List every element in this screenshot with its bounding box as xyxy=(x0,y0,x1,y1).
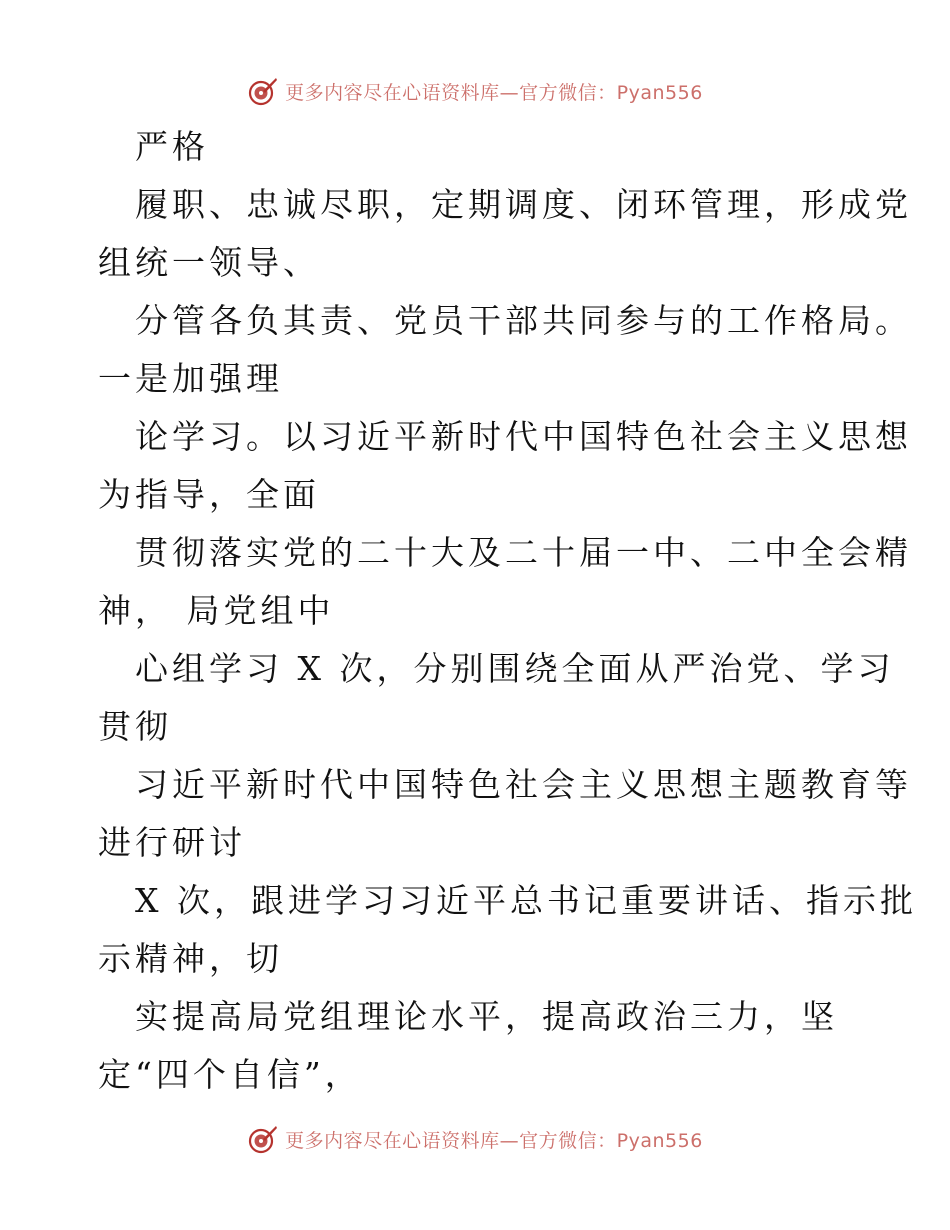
body-line: 贯彻 xyxy=(98,707,172,746)
body-line: 进行研讨 xyxy=(98,823,246,862)
header-banner xyxy=(0,71,950,111)
body-line: 一是加强理 xyxy=(98,359,283,398)
body-line: 定“四个自信”， xyxy=(98,1055,362,1094)
body-line: X 次，跟进学习习近平总书记重要讲话、指示批 xyxy=(135,881,917,920)
body-line: 实提高局党组理论水平，提高政治三力，坚 xyxy=(135,997,838,1036)
body-line: 严格 xyxy=(135,127,209,166)
body-line: 习近平新时代中国特色社会主义思想主题教育等 xyxy=(135,765,912,804)
body-line: 组统一领导、 xyxy=(98,243,320,282)
body-line: 示精神，切 xyxy=(98,939,283,978)
footer-banner-text: 更多内容尽在心语资料库—官方微信：Pyan556 xyxy=(285,1129,703,1152)
body-line: 分管各负其责、党员干部共同参与的工作格局。 xyxy=(135,301,912,340)
quill-logo-icon xyxy=(247,75,279,107)
body-line: 贯彻落实党的二十大及二十届一中、二中全会精 xyxy=(135,533,912,572)
body-line: 论学习。以习近平新时代中国特色社会主义思想 xyxy=(135,417,912,456)
body-line: 神， 局党组中 xyxy=(98,591,335,630)
body-line: 履职、忠诚尽职，定期调度、闭环管理，形成党 xyxy=(135,185,912,224)
body-line: 心组学习 X 次，分别围绕全面从严治党、学习 xyxy=(135,649,895,688)
quill-logo-icon xyxy=(247,1123,279,1155)
footer-banner xyxy=(0,1119,950,1159)
document-body xyxy=(98,118,917,1104)
header-banner-text: 更多内容尽在心语资料库—官方微信：Pyan556 xyxy=(285,81,703,104)
body-line: 为指导，全面 xyxy=(98,475,320,514)
